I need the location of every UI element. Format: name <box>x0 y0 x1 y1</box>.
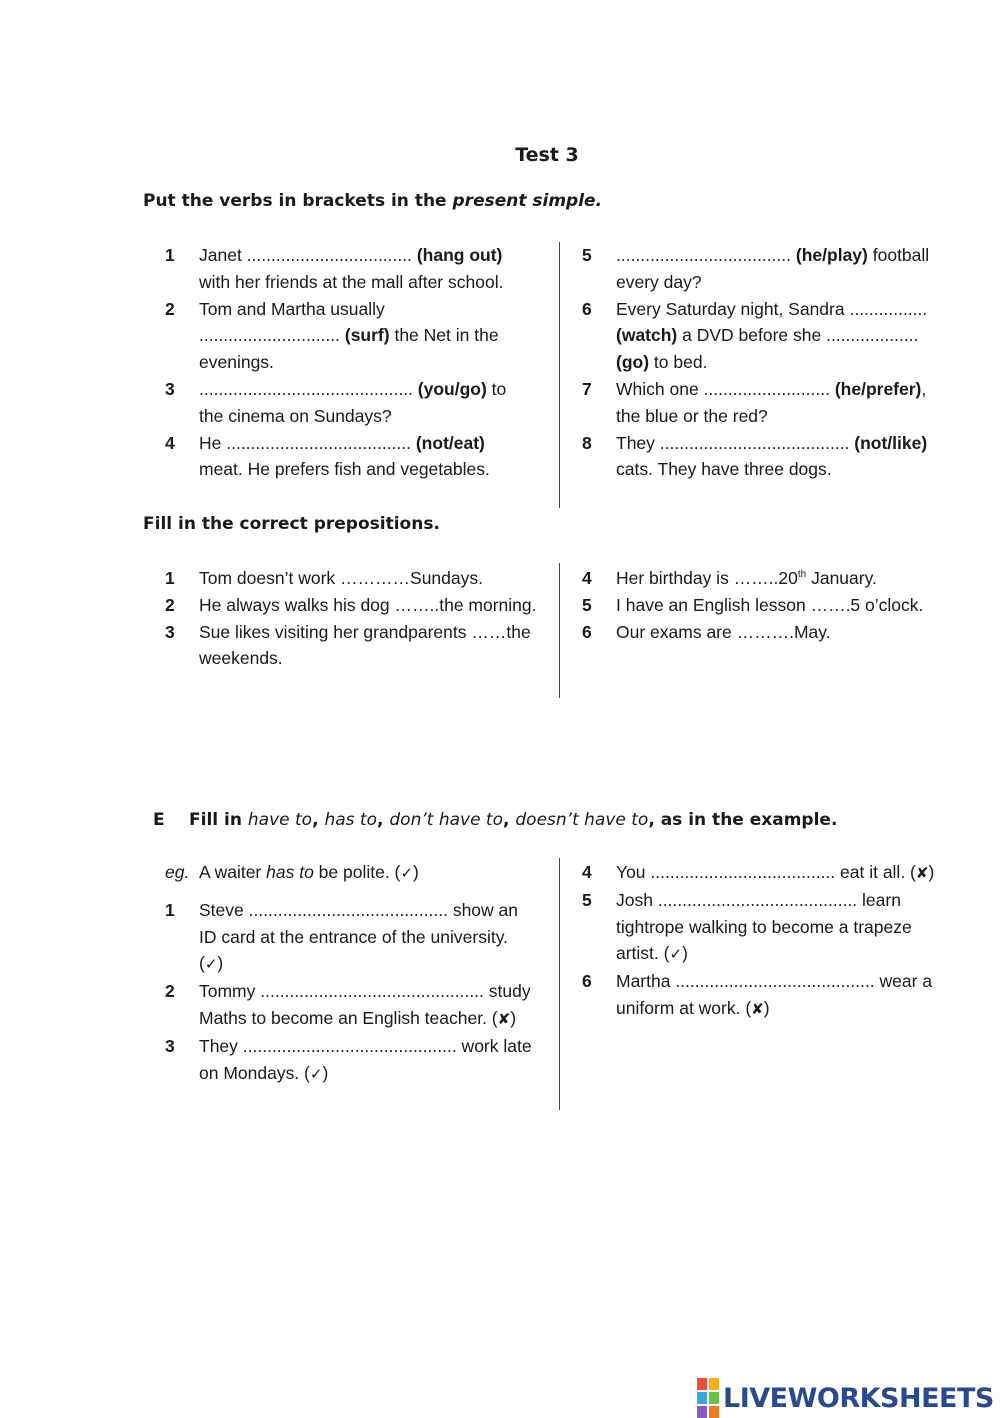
example-text: A waiter has to be polite. (✓) <box>199 862 419 882</box>
item-number: 2 <box>165 594 175 615</box>
list-item <box>582 619 982 646</box>
column-divider <box>559 563 560 698</box>
list-item <box>165 430 530 484</box>
example-label: eg. <box>165 862 190 882</box>
item-text: ............................................ (you/go) to the cinema on Sundays? <box>199 378 507 426</box>
item-number: 1 <box>165 245 175 265</box>
italic-text: doesn’t have to <box>515 810 649 830</box>
item-text: He ...................................... (not/eat) meat. He prefers fish and vegetables. <box>199 432 490 480</box>
page-title: Test 3 <box>515 144 579 166</box>
bold-text: , as in the example. <box>648 810 838 830</box>
italic-text: don’t have to <box>389 810 503 830</box>
item-text: Tom and Martha usually ............................. (surf) the Net in the evenings. <box>199 298 499 373</box>
list-item <box>582 565 982 592</box>
item-text: I have an English lesson …….5 o’clock. <box>616 594 924 615</box>
item-text: Sue likes visiting her grandparents ……the weekends. <box>199 621 531 669</box>
item-number: 4 <box>582 568 592 588</box>
section-e-left-column <box>165 859 535 1087</box>
item-number: 6 <box>582 971 592 992</box>
example-item <box>165 859 535 887</box>
section-a-left-column <box>165 242 530 483</box>
item-number: 4 <box>165 432 175 453</box>
item-number: 6 <box>582 298 592 319</box>
logo-square <box>709 1392 719 1404</box>
item-number: 4 <box>582 862 592 882</box>
item-number: 7 <box>582 378 592 399</box>
bold-text: , <box>503 810 516 830</box>
item-text: He always walks his dog ……..the morning. <box>199 594 537 615</box>
section-a-right-column <box>582 242 942 483</box>
item-number: 2 <box>165 298 175 319</box>
bold-text: (he/play) <box>795 245 868 265</box>
superscript: th <box>797 569 807 581</box>
list-item <box>582 376 942 430</box>
item-text: Which one .......................... (he/prefer), the blue or the red? <box>616 378 927 426</box>
list-item <box>165 897 535 978</box>
item-text: Every Saturday night, Sandra ................ (watch) a DVD before she ................... (go) to bed. <box>616 298 928 373</box>
bold-text: (hang out) <box>416 245 503 265</box>
list-item <box>165 296 530 376</box>
bold-text: , <box>312 810 325 830</box>
item-text: .................................... (he/play) football every day? <box>616 245 930 292</box>
bold-text: (he/prefer) <box>834 378 922 399</box>
section-e-heading <box>153 810 837 830</box>
check-mark-icon: ✓ <box>204 955 218 974</box>
item-number: 5 <box>582 594 592 615</box>
list-item <box>582 859 947 887</box>
liveworksheets-logo[interactable] <box>697 1378 994 1418</box>
list-item <box>165 1033 535 1088</box>
section-b-heading: Fill in the correct prepositions. <box>143 514 440 534</box>
section-e-heading-text <box>189 810 837 830</box>
cross-mark-icon: ✘ <box>497 1009 511 1028</box>
section-b-left-column <box>165 565 555 672</box>
bold-text: (watch) <box>616 325 678 346</box>
section-e-right-column <box>582 859 947 1023</box>
item-text: They ....................................... (not/like) cats. They have three dogs. <box>616 432 928 480</box>
item-number: 8 <box>582 432 592 453</box>
item-text: They ............................................ work late on Mondays. (✓) <box>199 1035 532 1083</box>
bold-text: (go) <box>616 352 650 373</box>
list-item <box>582 887 947 968</box>
item-text: Janet .................................. (hang out) with her friends at the mall after school. <box>199 245 504 292</box>
bold-text: (not/eat) <box>415 432 485 453</box>
item-number: 1 <box>165 899 175 920</box>
item-text: Her birthday is ……..20th January. <box>616 568 877 588</box>
italic-text: has to <box>324 810 377 830</box>
logo-square <box>709 1406 719 1418</box>
bold-text: , <box>376 810 390 830</box>
cross-mark-icon: ✘ <box>751 999 764 1018</box>
bold-text: (surf) <box>344 325 390 346</box>
check-mark-icon: ✓ <box>669 945 683 964</box>
check-mark-icon: ✓ <box>400 864 413 882</box>
item-text: Steve ......................................... show an ID card at the entrance of the university. (✓) <box>199 899 518 974</box>
section-a-heading <box>143 191 602 211</box>
logo-square <box>709 1378 719 1390</box>
italic-text: has to <box>266 862 314 882</box>
list-item <box>165 619 555 673</box>
section-b-right-column <box>582 565 982 645</box>
item-number: 3 <box>165 621 175 642</box>
list-item <box>582 296 942 376</box>
list-item <box>165 978 535 1033</box>
item-text: Tom doesn’t work …………Sundays. <box>199 568 483 588</box>
list-item <box>165 242 530 296</box>
italic-text: have to <box>247 810 313 830</box>
item-text: Josh ......................................... learn tightrope walking to become a trapeze artist. (✓) <box>616 889 912 964</box>
logo-square <box>697 1378 707 1390</box>
item-number: 3 <box>165 378 175 399</box>
logo-square <box>697 1392 707 1404</box>
list-item <box>165 565 555 592</box>
bold-text: Fill in <box>189 810 248 830</box>
bold-text: (not/like) <box>854 432 928 453</box>
list-item <box>582 430 942 484</box>
item-number: 2 <box>165 981 175 1002</box>
item-text: You ...................................... eat it all. (✘) <box>616 862 935 882</box>
list-item <box>582 968 947 1023</box>
list-item <box>582 242 942 296</box>
section-a-heading-prefix: Put the verbs in brackets in the <box>143 191 453 211</box>
item-number: 6 <box>582 621 592 642</box>
item-number: 1 <box>165 568 175 588</box>
logo-mark-icon <box>697 1378 719 1418</box>
list-item <box>165 376 530 430</box>
column-divider <box>559 242 560 508</box>
check-mark-icon: ✓ <box>309 1064 323 1083</box>
logo-text: LIVEWORKSHEETS <box>723 1382 994 1414</box>
bold-text: (you/go) <box>417 378 487 399</box>
list-item <box>582 592 982 619</box>
item-number: 5 <box>582 889 592 910</box>
cross-mark-icon: ✘ <box>915 864 929 882</box>
item-text: Martha ......................................... wear a uniform at work. (✘) <box>616 971 933 1018</box>
item-number: 3 <box>165 1035 175 1056</box>
item-text: Tommy .............................................. study Maths to become an English teacher. (✘) <box>199 981 531 1028</box>
list-item <box>165 592 555 619</box>
item-number: 5 <box>582 245 592 265</box>
section-letter: E <box>153 810 165 830</box>
item-text: Our exams are ……….May. <box>616 621 831 642</box>
logo-square <box>697 1406 707 1418</box>
column-divider <box>559 858 560 1110</box>
section-a-heading-em: present simple. <box>452 191 603 211</box>
